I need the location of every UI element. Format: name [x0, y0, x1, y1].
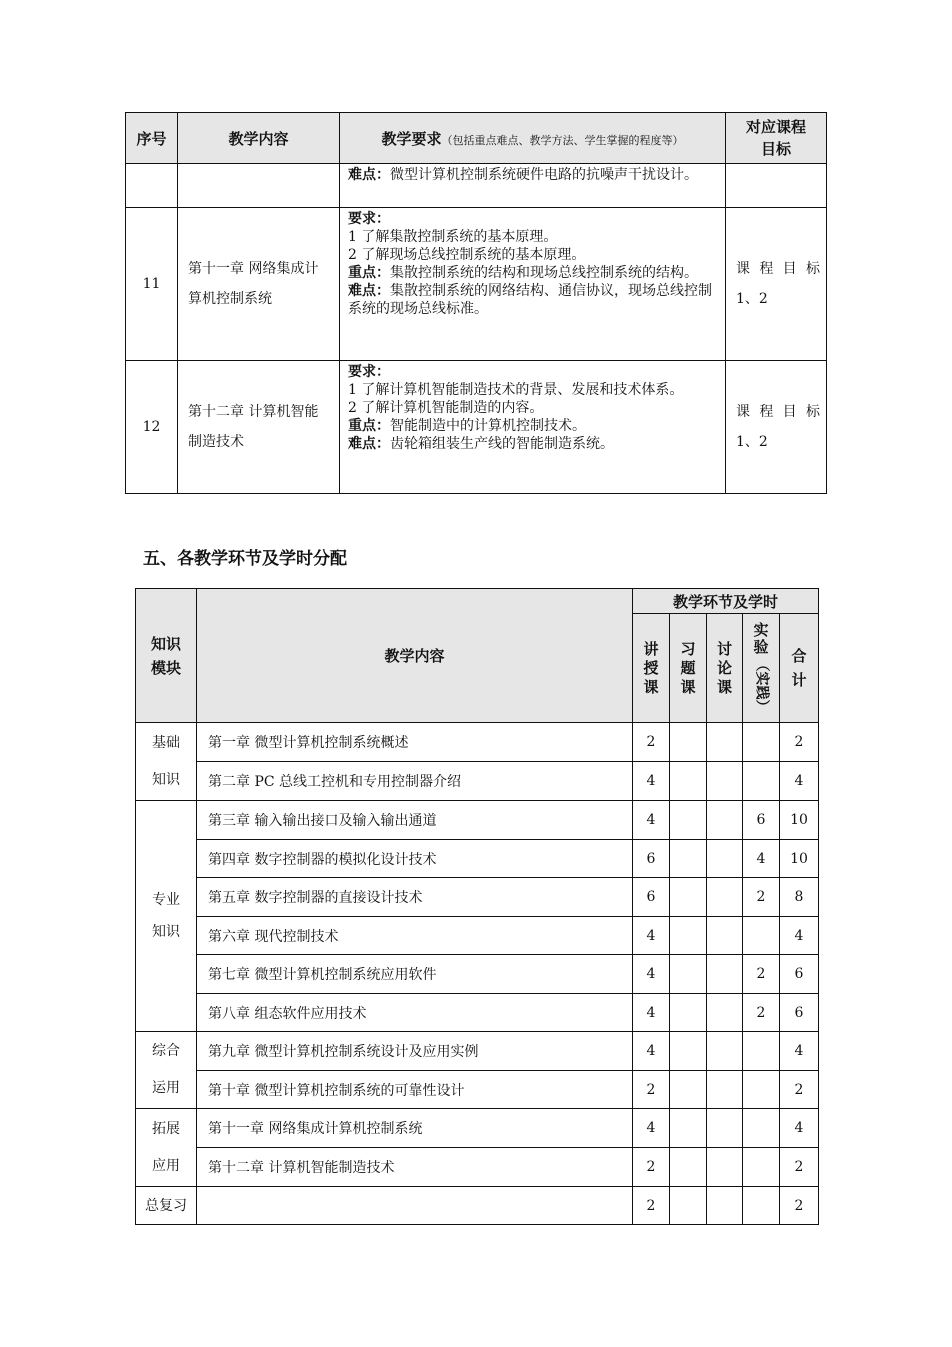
cell-total: 4 — [780, 1109, 819, 1148]
cell-experiment — [743, 723, 780, 762]
cell-goal — [726, 361, 827, 494]
table1-row-12 — [126, 361, 827, 494]
cell-requirement — [340, 208, 726, 361]
cell-content: 第一章 微型计算机控制系统概述 — [197, 723, 633, 762]
cell-discussion — [707, 917, 743, 955]
header-lecture-char: 课 — [643, 677, 659, 696]
cell-discussion — [707, 762, 743, 801]
req-label: 要求： — [348, 211, 390, 227]
cell-exercise — [670, 1148, 707, 1187]
cell-total: 10 — [780, 801, 819, 840]
module-comprehensive-l2: 运用 — [152, 1080, 180, 1096]
cell-total: 6 — [780, 955, 819, 994]
goal-numbers: 1、2 — [736, 434, 768, 450]
cell-total: 2 — [780, 1148, 819, 1187]
header-discussion-char: 课 — [716, 677, 732, 696]
cell-experiment — [743, 1148, 780, 1187]
key-label: 重点： — [348, 418, 390, 434]
table-row — [136, 994, 819, 1032]
header-lecture-char: 授 — [643, 658, 659, 677]
cell-lecture: 2 — [633, 1187, 670, 1225]
cell-empty — [178, 164, 340, 208]
table-row — [136, 762, 819, 801]
cell-content: 第十一章 网络集成计算机控制系统 — [197, 1109, 633, 1148]
section-5-title: 五、各教学环节及学时分配 — [143, 549, 347, 569]
cell-exercise — [670, 762, 707, 801]
cell-experiment: 2 — [743, 994, 780, 1032]
cell-lecture: 4 — [633, 955, 670, 994]
table1-row-continued — [126, 164, 827, 208]
cell-content — [197, 1187, 633, 1225]
table-row — [136, 1109, 819, 1148]
cell-content: 第六章 现代控制技术 — [197, 917, 633, 955]
req-item: 2 了解计算机智能制造的内容。 — [348, 400, 544, 416]
header-requirements — [340, 113, 726, 164]
table2-header-row-1 — [136, 589, 819, 614]
cell-experiment — [743, 1187, 780, 1225]
cell-content: 第三章 输入输出接口及输入输出通道 — [197, 801, 633, 840]
header-group: 教学环节及学时 — [633, 589, 819, 614]
header-experiment-practice: （实践） — [753, 657, 770, 713]
cell-content: 第二章 PC 总线工控机和专用控制器介绍 — [197, 762, 633, 801]
header-total — [780, 614, 819, 723]
module-comprehensive-l1: 综合 — [152, 1043, 180, 1059]
cell-discussion — [707, 840, 743, 878]
cell-content: 第八章 组态软件应用技术 — [197, 994, 633, 1032]
cell-exercise — [670, 1187, 707, 1225]
header-discussion-char: 讨 — [716, 639, 732, 658]
header-discussion-char: 论 — [716, 658, 732, 677]
cell-total: 10 — [780, 840, 819, 878]
module-review: 总复习 — [136, 1187, 197, 1225]
cell-lecture: 4 — [633, 762, 670, 801]
goal-numbers: 1、2 — [736, 291, 768, 307]
key-text: 集散控制系统的结构和现场总线控制系统的结构。 — [390, 265, 698, 281]
header-total-char: 合 — [791, 647, 807, 665]
header-goal — [726, 113, 827, 164]
cell-lecture: 6 — [633, 878, 670, 917]
header-exercise-char: 题 — [680, 658, 696, 677]
cell-lecture: 4 — [633, 1032, 670, 1071]
cell-content: 第九章 微型计算机控制系统设计及应用实例 — [197, 1032, 633, 1071]
goal-text: 课程目标 — [736, 261, 820, 277]
difficulty-text: 微型计算机控制系统硬件电路的抗噪声干扰设计。 — [390, 167, 698, 183]
cell-discussion — [707, 994, 743, 1032]
cell-exercise — [670, 801, 707, 840]
cell-num: 11 — [126, 208, 178, 361]
header-goal-line2: 目标 — [760, 140, 791, 158]
table-row — [136, 723, 819, 762]
table-row — [136, 840, 819, 878]
cell-experiment — [743, 1071, 780, 1109]
difficulty-text: 集散控制系统的网络结构、通信协议，现场总线控制系统的现场总线标准。 — [348, 283, 712, 317]
cell-lecture: 4 — [633, 994, 670, 1032]
module-comprehensive — [136, 1032, 197, 1109]
cell-empty — [126, 164, 178, 208]
cell-lecture: 4 — [633, 801, 670, 840]
header-experiment-char: 验 — [753, 638, 769, 656]
header-experiment — [743, 614, 780, 723]
table-row — [136, 917, 819, 955]
difficulty-label: 难点： — [348, 283, 390, 299]
cell-discussion — [707, 955, 743, 994]
cell-content: 第七章 微型计算机控制系统应用软件 — [197, 955, 633, 994]
difficulty-text: 齿轮箱组装生产线的智能制造系统。 — [390, 436, 614, 452]
module-major-l1: 专业 — [152, 892, 180, 908]
cell-total: 2 — [780, 1071, 819, 1109]
cell-requirement — [340, 164, 726, 208]
cell-total: 8 — [780, 878, 819, 917]
cell-requirement — [340, 361, 726, 494]
table-row — [136, 1071, 819, 1109]
cell-num: 12 — [126, 361, 178, 494]
cell-lecture: 6 — [633, 840, 670, 878]
cell-content: 第五章 数字控制器的直接设计技术 — [197, 878, 633, 917]
cell-experiment — [743, 1032, 780, 1071]
cell-chapter: 第十一章 网络集成计算机控制系统 — [178, 208, 340, 361]
table-row — [136, 1187, 819, 1225]
cell-total: 4 — [780, 917, 819, 955]
cell-exercise — [670, 878, 707, 917]
module-extended-l1: 拓展 — [152, 1120, 180, 1137]
cell-experiment: 2 — [743, 878, 780, 917]
cell-chapter: 第十二章 计算机智能制造技术 — [178, 361, 340, 494]
cell-total: 2 — [780, 723, 819, 762]
header-total-char: 计 — [791, 671, 807, 689]
table-row — [136, 1148, 819, 1187]
cell-exercise — [670, 994, 707, 1032]
header-req-sub: （包括重点难点、教学方法、学生掌握的程度等） — [441, 133, 684, 147]
cell-experiment — [743, 917, 780, 955]
req-label: 要求： — [348, 364, 390, 380]
cell-content: 第十章 微型计算机控制系统的可靠性设计 — [197, 1071, 633, 1109]
cell-discussion — [707, 1071, 743, 1109]
header-exercise-char: 习 — [680, 639, 696, 658]
header-content: 教学内容 — [197, 589, 633, 723]
cell-discussion — [707, 1187, 743, 1225]
cell-exercise — [670, 723, 707, 762]
goal-text: 课程目标 — [736, 404, 820, 420]
cell-exercise — [670, 1032, 707, 1071]
header-exercise — [670, 614, 707, 723]
cell-discussion — [707, 1109, 743, 1148]
module-basic — [136, 723, 197, 801]
key-label: 重点： — [348, 265, 390, 281]
difficulty-label: 难点： — [348, 167, 390, 183]
header-experiment-char: 实 — [753, 621, 769, 639]
module-extended-l2: 应用 — [152, 1157, 180, 1174]
cell-experiment — [743, 762, 780, 801]
header-exercise-char: 课 — [680, 677, 696, 696]
cell-lecture: 2 — [633, 1148, 670, 1187]
table-row — [136, 801, 819, 840]
header-num: 序号 — [126, 113, 178, 164]
cell-exercise — [670, 1071, 707, 1109]
cell-lecture: 2 — [633, 723, 670, 762]
req-item: 1 了解集散控制系统的基本原理。 — [348, 229, 558, 245]
module-extended — [136, 1109, 197, 1187]
cell-experiment: 6 — [743, 801, 780, 840]
table-row — [136, 955, 819, 994]
module-major-l2: 知识 — [152, 924, 180, 940]
req-item: 2 了解现场总线控制系统的基本原理。 — [348, 247, 586, 263]
cell-exercise — [670, 840, 707, 878]
module-basic-l2: 知识 — [152, 771, 180, 788]
cell-total: 2 — [780, 1187, 819, 1225]
cell-discussion — [707, 801, 743, 840]
cell-total: 6 — [780, 994, 819, 1032]
table-row — [136, 878, 819, 917]
cell-experiment: 2 — [743, 955, 780, 994]
cell-discussion — [707, 1148, 743, 1187]
header-content: 教学内容 — [178, 113, 340, 164]
key-text: 智能制造中的计算机控制技术。 — [390, 418, 586, 434]
module-major — [136, 801, 197, 1032]
cell-empty — [726, 164, 827, 208]
header-discussion — [707, 614, 743, 723]
cell-exercise — [670, 955, 707, 994]
hours-allocation-table — [135, 588, 819, 1225]
table-row — [136, 1032, 819, 1071]
header-req-main: 教学要求 — [381, 129, 442, 148]
req-item: 1 了解计算机智能制造技术的背景、发展和技术体系。 — [348, 382, 684, 398]
cell-lecture: 4 — [633, 1109, 670, 1148]
cell-lecture: 2 — [633, 1071, 670, 1109]
table1-row-11 — [126, 208, 827, 361]
header-module — [136, 589, 197, 723]
cell-discussion — [707, 878, 743, 917]
cell-total: 4 — [780, 1032, 819, 1071]
cell-content: 第十二章 计算机智能制造技术 — [197, 1148, 633, 1187]
header-lecture-char: 讲 — [643, 639, 659, 658]
header-module-l1: 知识 — [150, 634, 181, 653]
cell-exercise — [670, 1109, 707, 1148]
module-basic-l1: 基础 — [152, 734, 180, 751]
cell-content: 第四章 数字控制器的模拟化设计技术 — [197, 840, 633, 878]
cell-experiment: 4 — [743, 840, 780, 878]
table1-header-row — [126, 113, 827, 164]
cell-experiment — [743, 1109, 780, 1148]
cell-discussion — [707, 1032, 743, 1071]
header-goal-line1: 对应课程 — [745, 118, 806, 136]
cell-discussion — [707, 723, 743, 762]
teaching-requirements-table — [125, 112, 827, 494]
cell-lecture: 4 — [633, 917, 670, 955]
cell-goal — [726, 208, 827, 361]
header-module-l2: 模块 — [150, 658, 181, 677]
header-lecture — [633, 614, 670, 723]
cell-total: 4 — [780, 762, 819, 801]
cell-exercise — [670, 917, 707, 955]
difficulty-label: 难点： — [348, 436, 390, 452]
